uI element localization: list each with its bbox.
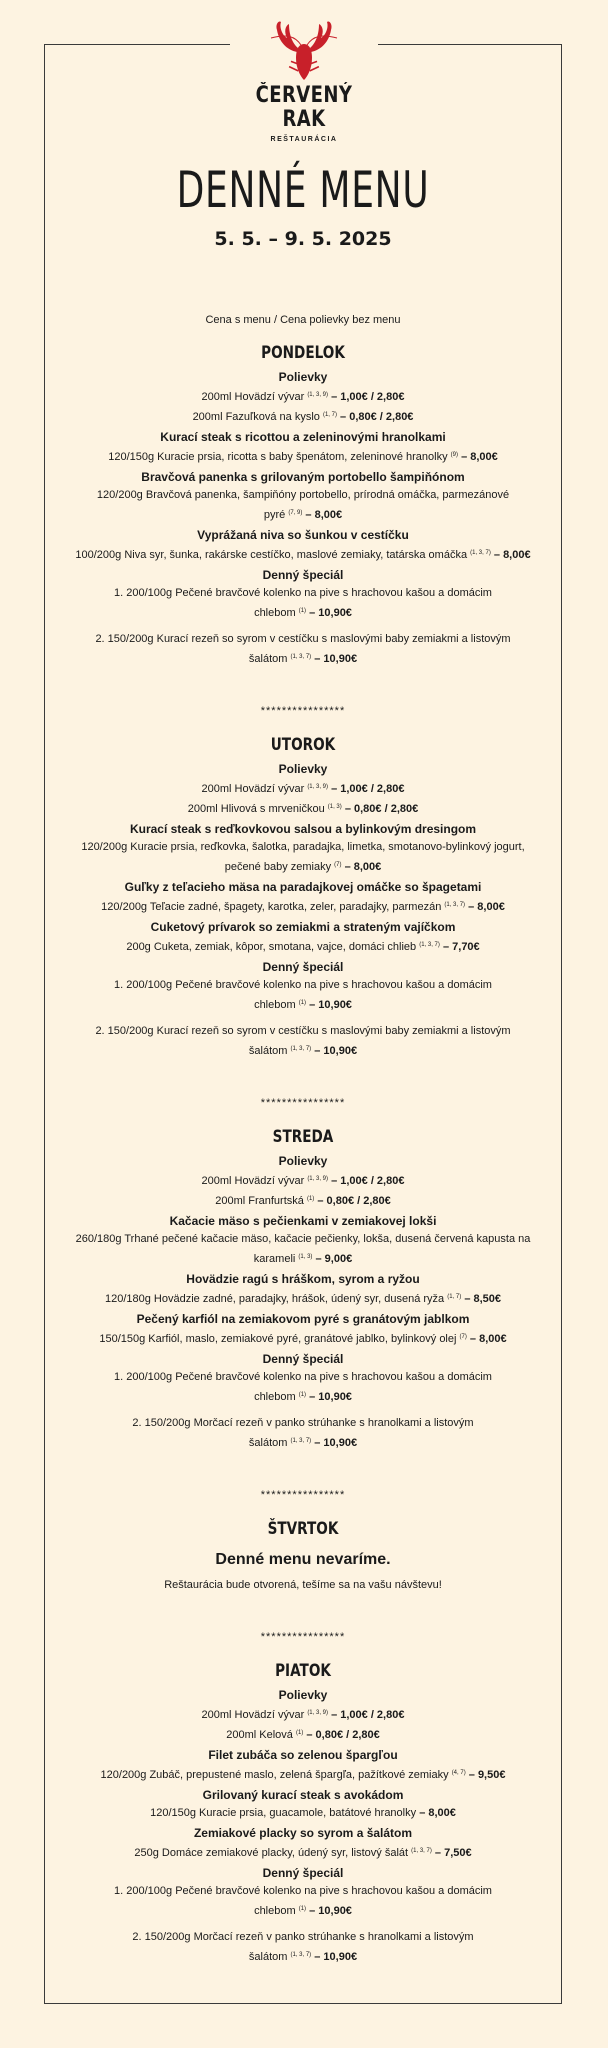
meal-name: Guľky z teľacieho mäsa na paradajkovej omáčke so špagetami — [124, 880, 482, 894]
meal-desc: 120/200g Zubáč, prepustené maslo, zelená špargľa, pažítkové zemiaky $^{(4, 7)}$ – 9,50€ — [100, 1769, 506, 1781]
meal-desc: 100/200g Niva syr, šunka, rakárske cestíčko, maslové zemiaky, tatárska omáčka $^{(1, 3, 7)}$ – 8,00€ — [75, 549, 531, 561]
soups-label: Polievky — [278, 370, 328, 384]
price-note: Cena s menu / Cena polievky bez menu — [205, 314, 401, 326]
day-title: PONDELOK — [261, 343, 345, 363]
day-monday — [44, 340, 562, 668]
separator: **************** — [260, 705, 346, 717]
separator: **************** — [260, 1489, 346, 1501]
meal-desc: 260/180g Trhané pečené kačacie mäso, kačacie pečienky, lokša, dusená červená kapusta na karameli $^{(1, 3)}$ – 9,00€ — [75, 1233, 531, 1265]
special-item: 2. 150/200g Kurací rezeň so syrom v cestíčku s maslovými baby zemiakmi a listovým šalátom $^{(1, 3, 7)}$ – 10,90€ — [95, 633, 511, 665]
menu-content — [44, 160, 562, 1966]
soup-item: 200ml Hlivová s mrveničkou $^{(1, 3)}$ – 0,80€ / 2,80€ — [187, 803, 419, 815]
day-wednesday — [44, 1124, 562, 1452]
soup-item: 200ml Hovädzí vývar $^{(1, 3, 9)}$ – 1,00€ / 2,80€ — [201, 783, 405, 795]
meal-desc: 250g Domáce zemiakové placky, údený syr, listový šalát $^{(1, 3, 7)}$ – 7,50€ — [134, 1847, 472, 1859]
special-item: 1. 200/100g Pečené bravčové kolenko na pive s hrachovou kašou a domácim chlebom $^{(1)}$ – 10,90€ — [114, 587, 492, 619]
day-friday — [44, 1658, 562, 1966]
day-thursday — [44, 1516, 562, 1594]
special-item: 1. 200/100g Pečené bravčové kolenko na pive s hrachovou kašou a domácim chlebom $^{(1)}$ – 10,90€ — [114, 1885, 492, 1917]
meal-desc: 200g Cuketa, zemiak, kôpor, smotana, vajce, domáci chlieb $^{(1, 3, 7)}$ – 7,70€ — [126, 941, 480, 953]
soup-item: 200ml Kelová $^{(1)}$ – 0,80€ / 2,80€ — [226, 1729, 380, 1741]
soup-item: 200ml Hovädzí vývar $^{(1, 3, 9)}$ – 1,00€ / 2,80€ — [201, 391, 405, 403]
meal-name: Kurací steak s reďkovkovou salsou a bylinkovým dresingom — [129, 822, 477, 836]
soups-label: Polievky — [278, 1154, 328, 1168]
special-item: 2. 150/200g Morčací rezeň v panko strúhanke s hranolkami a listovým šalátom $^{(1, 3, 7)}$ – 10,90€ — [132, 1931, 474, 1963]
meal-name: Pečený karfiól na zemiakovom pyré s granátovým jablkom — [136, 1312, 470, 1326]
special-label: Denný špeciál — [262, 1866, 344, 1880]
soup-item: 200ml Franfurtská $^{(1)}$ – 0,80€ / 2,80€ — [215, 1195, 391, 1207]
meal-desc: 120/180g Hovädzie zadné, paradajky, hrášok, údený syr, dusená ryža $^{(1, 7)}$ – 8,50€ — [104, 1293, 502, 1305]
meal-name: Grilovaný kurací steak s avokádom — [202, 1788, 404, 1802]
day-title: ŠTVRTOK — [267, 1519, 339, 1539]
meal-name: Bravčová panenka s grilovaným portobello šampiňónom — [141, 470, 465, 484]
day-title: STREDA — [272, 1127, 334, 1147]
closed-text: Reštaurácia bude otvorená, tešíme sa na vašu návštevu! — [164, 1579, 442, 1591]
lobster-icon — [267, 18, 341, 82]
day-title: PIATOK — [275, 1661, 331, 1681]
meal-desc: 150/150g Karfiól, maslo, zemiakové pyré, granátové jablko, bylinkový olej $^{(7)}$ – 8,00€ — [99, 1333, 507, 1345]
special-item: 1. 200/100g Pečené bravčové kolenko na pive s hrachovou kašou a domácim chlebom $^{(1)}$ – 10,90€ — [114, 979, 492, 1011]
soup-item: 200ml Hovädzí vývar $^{(1, 3, 9)}$ – 1,00€ / 2,80€ — [201, 1175, 405, 1187]
meal-name: Vyprážaná niva so šunkou v cestíčku — [197, 528, 409, 542]
special-label: Denný špeciál — [262, 960, 344, 974]
special-item: 1. 200/100g Pečené bravčové kolenko na pive s hrachovou kašou a domácim chlebom $^{(1)}$ – 10,90€ — [114, 1371, 492, 1403]
meal-desc: 120/200g Bravčová panenka, šampiňóny portobello, prírodná omáčka, parmezánové pyré $^{(7, 9)}$ – 8,00€ — [96, 489, 510, 521]
special-item: 2. 150/200g Morčací rezeň v panko strúhanke s hranolkami a listovým šalátom $^{(1, 3, 7)}$ – 10,90€ — [132, 1417, 474, 1449]
meal-name: Hovädzie ragú s hráškom, syrom a ryžou — [186, 1272, 420, 1286]
day-title: UTOROK — [270, 735, 336, 755]
meal-name: Kačacie mäso s pečienkami v zemiakovej lokši — [169, 1214, 437, 1228]
brand-logo — [230, 14, 378, 143]
special-label: Denný špeciál — [262, 1352, 344, 1366]
menu-dates: 5. 5. – 9. 5. 2025 — [214, 228, 392, 250]
special-item: 2. 150/200g Kurací rezeň so syrom v cestíčku s maslovými baby zemiakmi a listovým šalátom $^{(1, 3, 7)}$ – 10,90€ — [95, 1025, 511, 1057]
meal-name: Cuketový prívarok so zemiakmi a strateným vajíčkom — [150, 920, 456, 934]
page-title: DENNÉ MENU — [176, 161, 430, 219]
brand-subtitle: REŠTAURÁCIA — [270, 136, 338, 143]
meal-desc: 120/150g Kuracie prsia, guacamole, batátové hranolky – 8,00€ — [150, 1807, 456, 1819]
meal-desc: 120/150g Kuracie prsia, ricotta s baby špenátom, zeleninové hranolky $^{(9)}$ – 8,00€ — [108, 451, 498, 463]
meal-name: Kurací steak s ricottou a zeleninovými hranolkami — [160, 430, 446, 444]
soup-item: 200ml Fazuľková na kyslo $^{(1, 7)}$ – 0,80€ / 2,80€ — [192, 411, 414, 423]
soups-label: Polievky — [278, 1688, 328, 1702]
closed-title: Denné menu nevaríme. — [215, 1551, 391, 1568]
meal-name: Zemiakové placky so syrom a šalátom — [193, 1826, 413, 1840]
separator: **************** — [260, 1097, 346, 1109]
soup-item: 200ml Hovädzí vývar $^{(1, 3, 9)}$ – 1,00€ / 2,80€ — [201, 1709, 405, 1721]
special-label: Denný špeciál — [262, 568, 344, 582]
brand-name: ČERVENÝ RAK — [255, 83, 353, 132]
meal-name: Filet zubáča so zelenou špargľou — [208, 1748, 398, 1762]
separator: **************** — [260, 1631, 346, 1643]
day-tuesday — [44, 732, 562, 1060]
meal-desc: 120/200g Kuracie prsia, reďkovka, šalotka, paradajka, limetka, smotanovo-bylinkový jogurt, pečené baby zemiaky $^{(7)}$ – 8,00€ — [81, 841, 525, 873]
soups-label: Polievky — [278, 762, 328, 776]
meal-desc: 120/200g Teľacie zadné, špagety, karotka, zeler, paradajky, parmezán $^{(1, 3, 7)}$ – 8,00€ — [101, 901, 505, 913]
